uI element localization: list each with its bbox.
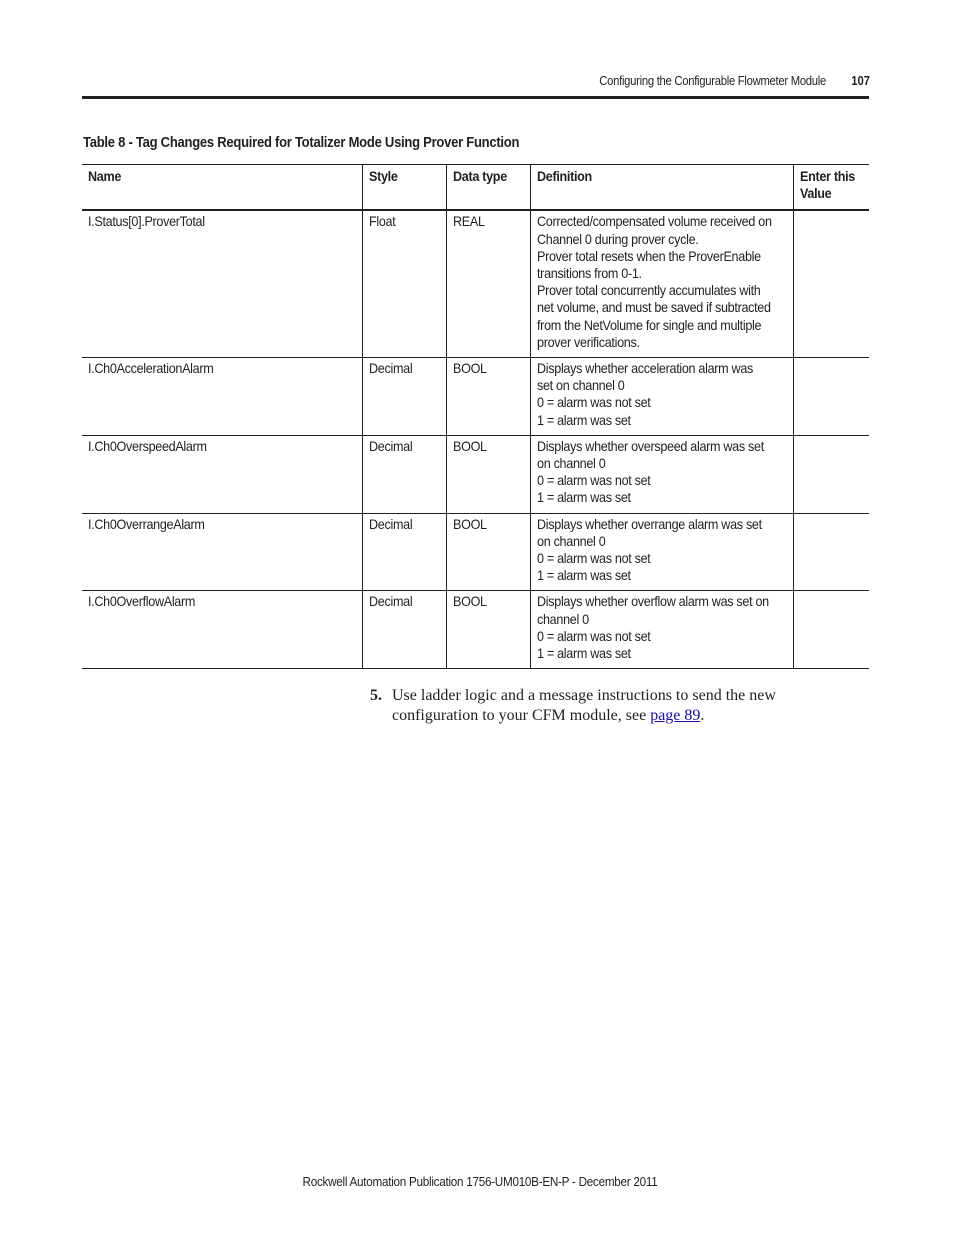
definition-cell (530, 513, 793, 591)
definition-line: Displays whether overrange alarm was set (536, 515, 762, 532)
data-type-cell: BOOL (446, 358, 530, 436)
definition-line: on channel 0 (536, 455, 605, 472)
definition-line: 1 = alarm was set (536, 645, 631, 662)
tag-changes-table (82, 164, 869, 669)
data-type-cell: REAL (446, 210, 530, 357)
data-type-cell: BOOL (446, 591, 530, 669)
column-header-enter-value: Enter this Value (793, 165, 869, 211)
step-text (392, 686, 812, 726)
definition-line: channel 0 (536, 610, 589, 627)
definition-line: 0 = alarm was not set (536, 394, 650, 411)
definition-line: Corrected/compensated volume received on (536, 213, 772, 230)
step-number: 5. (370, 687, 382, 704)
tag-name-cell: I.Ch0OverrangeAlarm (82, 513, 362, 591)
definition-line: 0 = alarm was not set (536, 472, 650, 489)
definition-line: Channel 0 during prover cycle. (536, 230, 698, 247)
definition-line: 0 = alarm was not set (536, 627, 650, 644)
enter-value-cell (793, 210, 869, 357)
enter-value-cell (793, 358, 869, 436)
table-row (82, 591, 869, 669)
page-number: 107 (851, 74, 870, 88)
style-cell: Float (362, 210, 446, 357)
definition-line: 1 = alarm was set (536, 567, 631, 584)
enter-value-cell (793, 435, 869, 513)
table-body (82, 210, 869, 668)
definition-line: from the NetVolume for single and multiple (536, 316, 761, 333)
tag-name-cell: I.Status[0].ProverTotal (82, 210, 362, 357)
definition-cell (530, 358, 793, 436)
enter-value-cell (793, 591, 869, 669)
definition-line: Prover total resets when the ProverEnable (536, 247, 761, 264)
tag-name-cell: I.Ch0OverflowAlarm (82, 591, 362, 669)
definition-line: 1 = alarm was set (536, 411, 631, 428)
enter-value-cell (793, 513, 869, 591)
step-text-before: Use ladder logic and a message instructions to send the new configuration to your CFM module, see (392, 687, 776, 724)
definition-line: Prover total concurrently accumulates with (536, 282, 760, 299)
table-row (82, 358, 869, 436)
data-type-cell: BOOL (446, 513, 530, 591)
definition-line: transitions from 0-1. (536, 265, 642, 282)
style-cell: Decimal (362, 358, 446, 436)
column-header-name: Name (82, 165, 362, 211)
style-cell: Decimal (362, 591, 446, 669)
style-cell: Decimal (362, 435, 446, 513)
tag-name-cell: I.Ch0OverspeedAlarm (82, 435, 362, 513)
definition-cell (530, 591, 793, 669)
publication-footer: Rockwell Automation Publication 1756-UM010B-EN-P - December 2011 (302, 1174, 658, 1189)
definition-line: set on channel 0 (536, 377, 624, 394)
column-header-style: Style (362, 165, 446, 211)
column-header-definition: Definition (530, 165, 793, 211)
table-row (82, 210, 869, 357)
definition-line: prover verifications. (536, 333, 640, 350)
definition-cell (530, 435, 793, 513)
definition-line: Displays whether acceleration alarm was (536, 360, 753, 377)
definition-cell (530, 210, 793, 357)
tag-name-cell: I.Ch0AccelerationAlarm (82, 358, 362, 436)
definition-line: Displays whether overspeed alarm was set (536, 437, 764, 454)
definition-line: on channel 0 (536, 532, 605, 549)
definition-line: 0 = alarm was not set (536, 550, 650, 567)
header-rule (82, 96, 869, 99)
column-header-data-type: Data type (446, 165, 530, 211)
table-row (82, 513, 869, 591)
definition-line: 1 = alarm was set (536, 489, 631, 506)
page-89-link[interactable]: page 89 (650, 707, 701, 724)
definition-line: net volume, and must be saved if subtracted (536, 299, 771, 316)
table-header-row (82, 165, 869, 211)
step-text-after: . (700, 707, 705, 724)
table-caption: Table 8 - Tag Changes Required for Totalizer Mode Using Prover Function (83, 135, 520, 151)
data-type-cell: BOOL (446, 435, 530, 513)
running-header-title: Configuring the Configurable Flowmeter Module (599, 74, 826, 88)
style-cell: Decimal (362, 513, 446, 591)
table-row (82, 435, 869, 513)
definition-line: Displays whether overflow alarm was set on (536, 593, 769, 610)
